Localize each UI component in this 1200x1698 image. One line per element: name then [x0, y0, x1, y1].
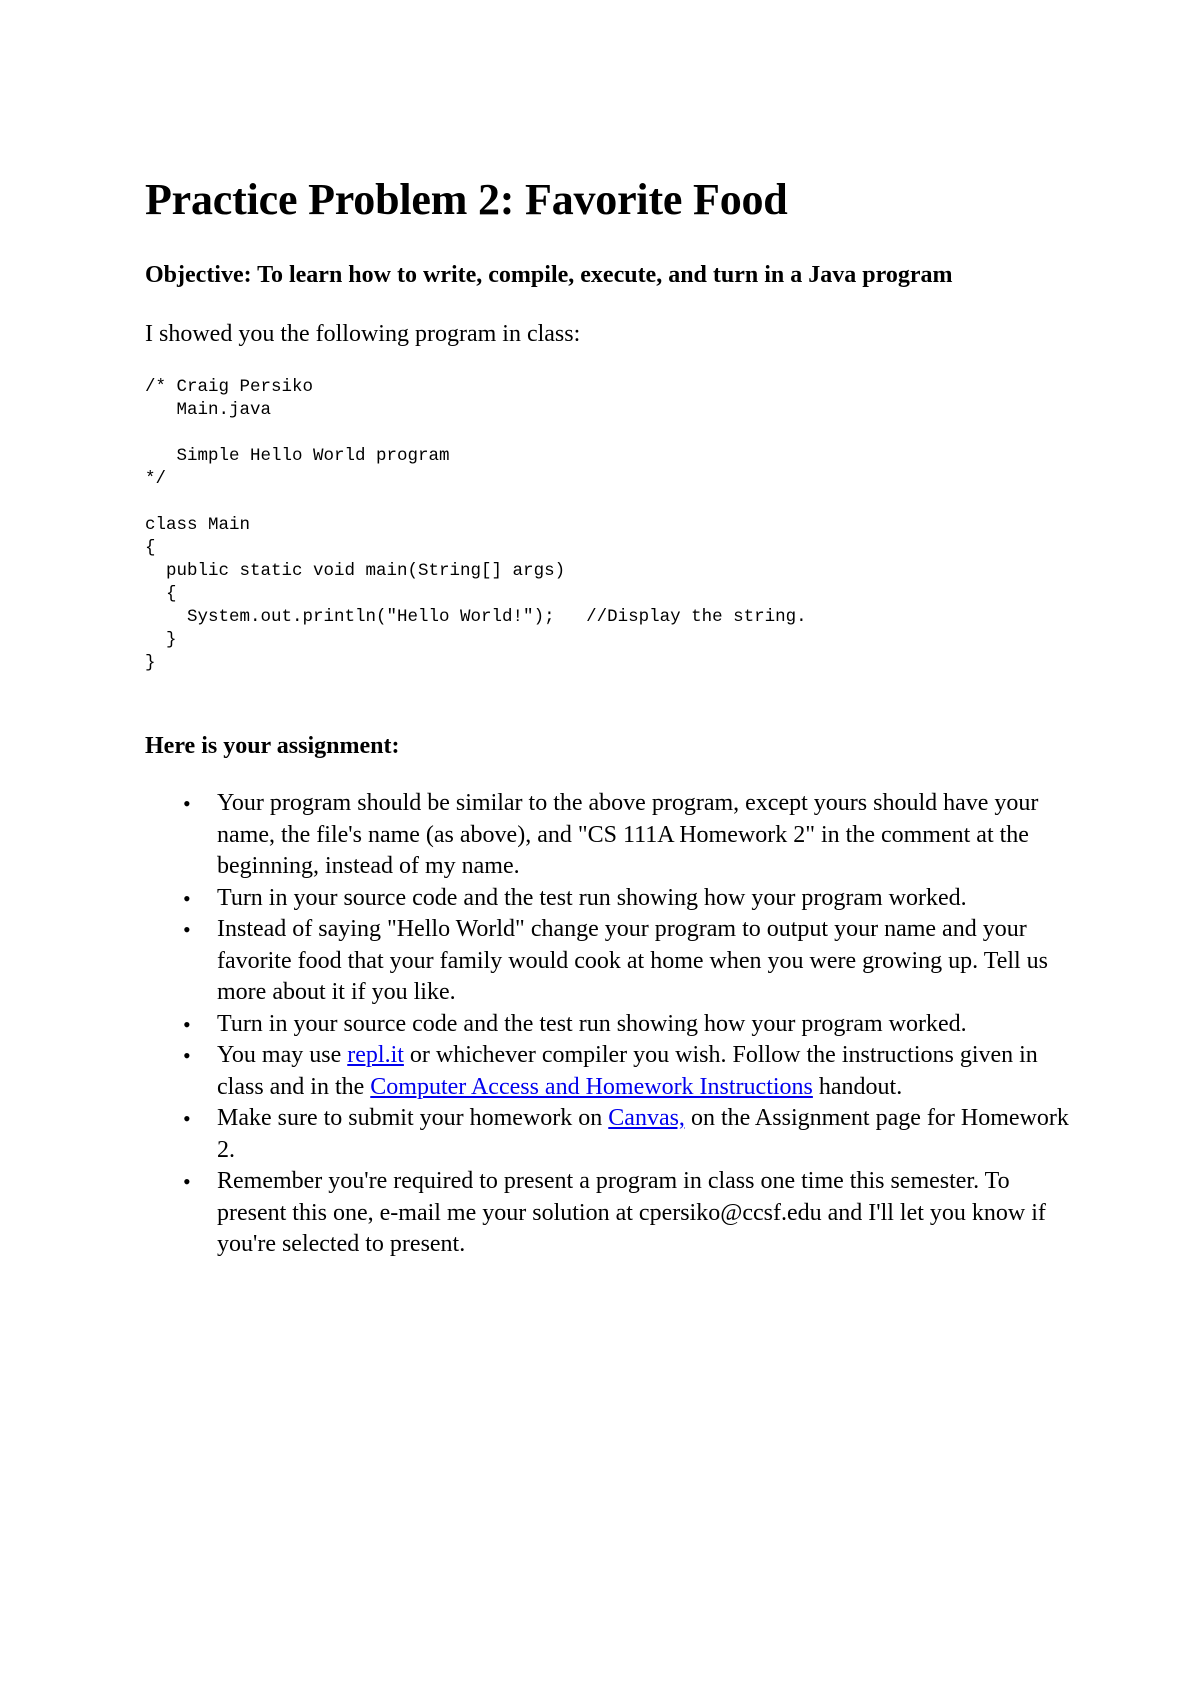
homework-instructions-link[interactable]: Computer Access and Homework Instructions	[370, 1073, 813, 1100]
list-item	[145, 1040, 1077, 1103]
list-item-text: Remember you're required to present a program in class one time this semester. To present this one, e-mail me your solution at cpersiko@ccsf.edu and I'll let you know if you're selected to present.	[217, 1168, 1046, 1257]
bullet-icon: •	[183, 1043, 191, 1068]
list-item	[145, 1103, 1077, 1166]
list-item	[145, 914, 1077, 1009]
bullet-icon: •	[183, 917, 191, 942]
bullet-icon: •	[183, 1106, 191, 1131]
document-title: Practice Problem 2: Favorite Food	[145, 175, 788, 224]
list-item	[145, 883, 1077, 915]
list-item-text: Turn in your source code and the test run showing how your program worked.	[217, 1010, 967, 1037]
list-item-text: Instead of saying "Hello World" change your program to output your name and your favorite food that your family would cook at home when you were growing up. Tell us more about it if you like.	[217, 916, 1049, 1005]
assignment-list	[145, 788, 1069, 1261]
list-item	[145, 1166, 1077, 1261]
list-item-text: Make sure to submit your homework on	[217, 1105, 609, 1131]
bullet-icon: •	[183, 1011, 191, 1037]
document-content	[145, 172, 1069, 1261]
list-item-text: handout.	[812, 1073, 903, 1100]
canvas-link[interactable]: Canvas,	[608, 1105, 685, 1131]
list-item	[145, 788, 1077, 883]
replit-link[interactable]: repl.it	[347, 1042, 404, 1068]
objective-text: Objective: To learn how to write, compile, execute, and turn in a Java program	[145, 262, 953, 288]
bullet-icon: •	[183, 791, 191, 816]
assignment-heading: Here is your assignment:	[145, 733, 400, 759]
code-listing: /* Craig Persiko Main.java Simple Hello World program */ class Main { public static void main(String[] args) { System.out.println("Hello World!"); //Display the string. } }	[145, 377, 807, 673]
bullet-icon: •	[183, 885, 191, 911]
list-item-text: Turn in your source code and the test run showing how your program worked.	[217, 884, 967, 911]
list-item-text: You may use	[217, 1042, 348, 1068]
list-item	[145, 1009, 1077, 1041]
list-item-text: on the Assignment page for Homework 2.	[217, 1105, 1069, 1163]
intro-text: I showed you the following program in class:	[145, 321, 581, 347]
list-item-text: Your program should be similar to the above program, except yours should have your name, the file's name (as above), and "CS 111A Homework 2" in the comment at the beginning, instead of my name.	[217, 790, 1039, 879]
list-item-text: or whichever compiler you wish. Follow the instructions given in class and in the	[217, 1042, 1038, 1100]
bullet-icon: •	[183, 1169, 191, 1194]
